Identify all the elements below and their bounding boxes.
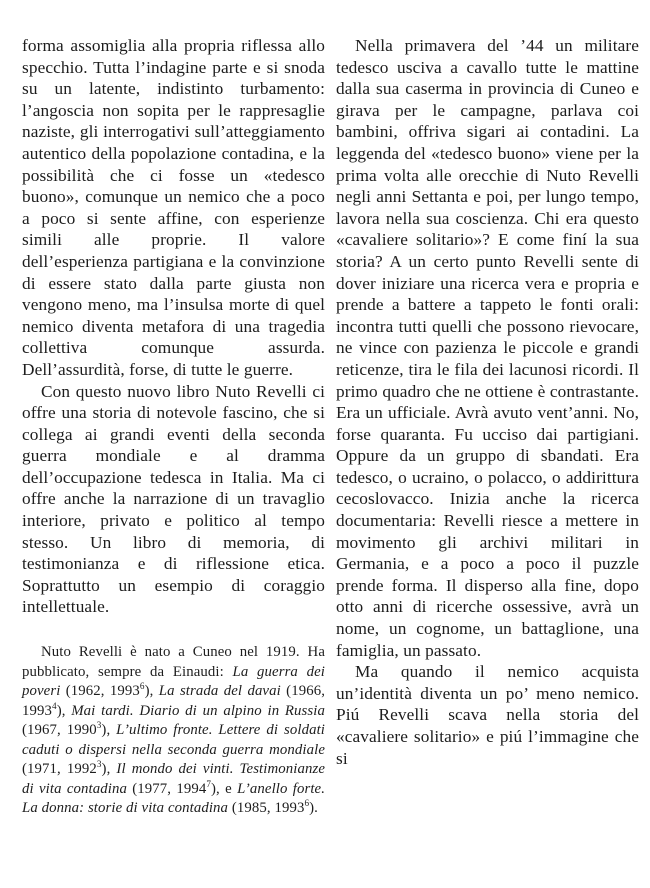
author-bio: Nuto Revelli è nato a Cuneo nel 1919. Ha pubblicato, sempre da Einaudi: La guerra dei poveri (1962, 1993$^6$), La strada del davai (1966, 1993$^4$), Mai tardi. Diario di un alpino in Russia (1967, 1990$^3$), L’ultimo fronte. Lettere di soldati caduti o dispersi nella seconda guerra mondiale (1971, 1992$^3$), Il mondo dei vinti. Testimonianze di vita contadina (1977, 1994$^7$), e L’anello forte. La donna: storie di vita contadina (1985, 1993$^6$). xyxy=(22,644,326,817)
left-paragraph-1: forma assomiglia alla propria riflessa allo specchio. Tutta l’indagine parte e si snoda su un latente, indistinto turbamento: l’angoscia non sopita per le rappresaglie naziste, gli interrogativi sull’atteggiamento autentico della popolazione contadina, e la possibilità che ci fosse un «tedesco buono», comunque un nemico che a poco a poco si sente affine, con esperienze simili alle proprie. Il valore dell’esperienza partigiana e la convinzione di essere stato dalla parte giusta non vengono meno, ma l’insulsa morte di quel nemico diventa metafora di una tragedia collettiva comunque assurda. Dell’assurdità, forse, di tutte le guerre. xyxy=(22,36,325,379)
right-paragraph-1: Nella primavera del ’44 un militare tedesco usciva a cavallo tutte le mattine dalla sua caserma in provincia di Cuneo e girava per le campagne, parlava coi bambini, offriva sigari ai contadini. La leggenda del «tedesco buono» viene per la prima volta alle orecchie di Nuto Revelli negli anni Settanta e poi, per lungo tempo, lavora nella sua coscienza. Chi era questo «cavaliere solitario»? E come finí la sua storia? A un certo punto Revelli sente di dover iniziare una ricerca vera e propria e prende a battere a tappeto le fonti orali: incontra tutti quelli che possono rievocare, ne vince con pazienza le piccole e grandi reticenze, tira le fila dei lacunosi ricordi. Il primo quadro che ne ottiene è contrastante. Era un ufficiale. Avrà avuto vent’anni. No, forse quaranta. Fu ucciso dai partigiani. Oppure da un gruppo di sbandati. Era tedesco, o ucraino, o polacco, o addirittura cecoslovacco. Inizia anche la ricerca documentaria: Revelli riesce a mettere in movimento gli archivi militari in Germania, e a poco a poco il puzzle prende forma. Il disperso alla fine, dopo otto anni di ricerche ossessive, avrà un nome, un cognome, un battaglione, una famiglia, un passato. xyxy=(336,36,639,660)
right-paragraph-2: Ma quando il nemico acquista un’identità diventa un po’ meno nemico. Piú Revelli scava nella storia del «cavaliere solitario» e piú l’immagine che si xyxy=(336,662,639,768)
right-column xyxy=(336,35,639,888)
left-paragraph-2: Con questo nuovo libro Nuto Revelli ci offre una storia di notevole fascino, che si collega ai grandi eventi della seconda guerra mondiale e al dramma dell’occupazione tedesca in Italia. Ma ci offre anche la narrazione di un travaglio interiore, privato e politico al tempo stesso. Un libro di memoria, di testimonianza e di riflessione etica. Soprattutto un esempio di coraggio intellettuale. xyxy=(22,381,325,617)
left-column xyxy=(22,35,325,888)
